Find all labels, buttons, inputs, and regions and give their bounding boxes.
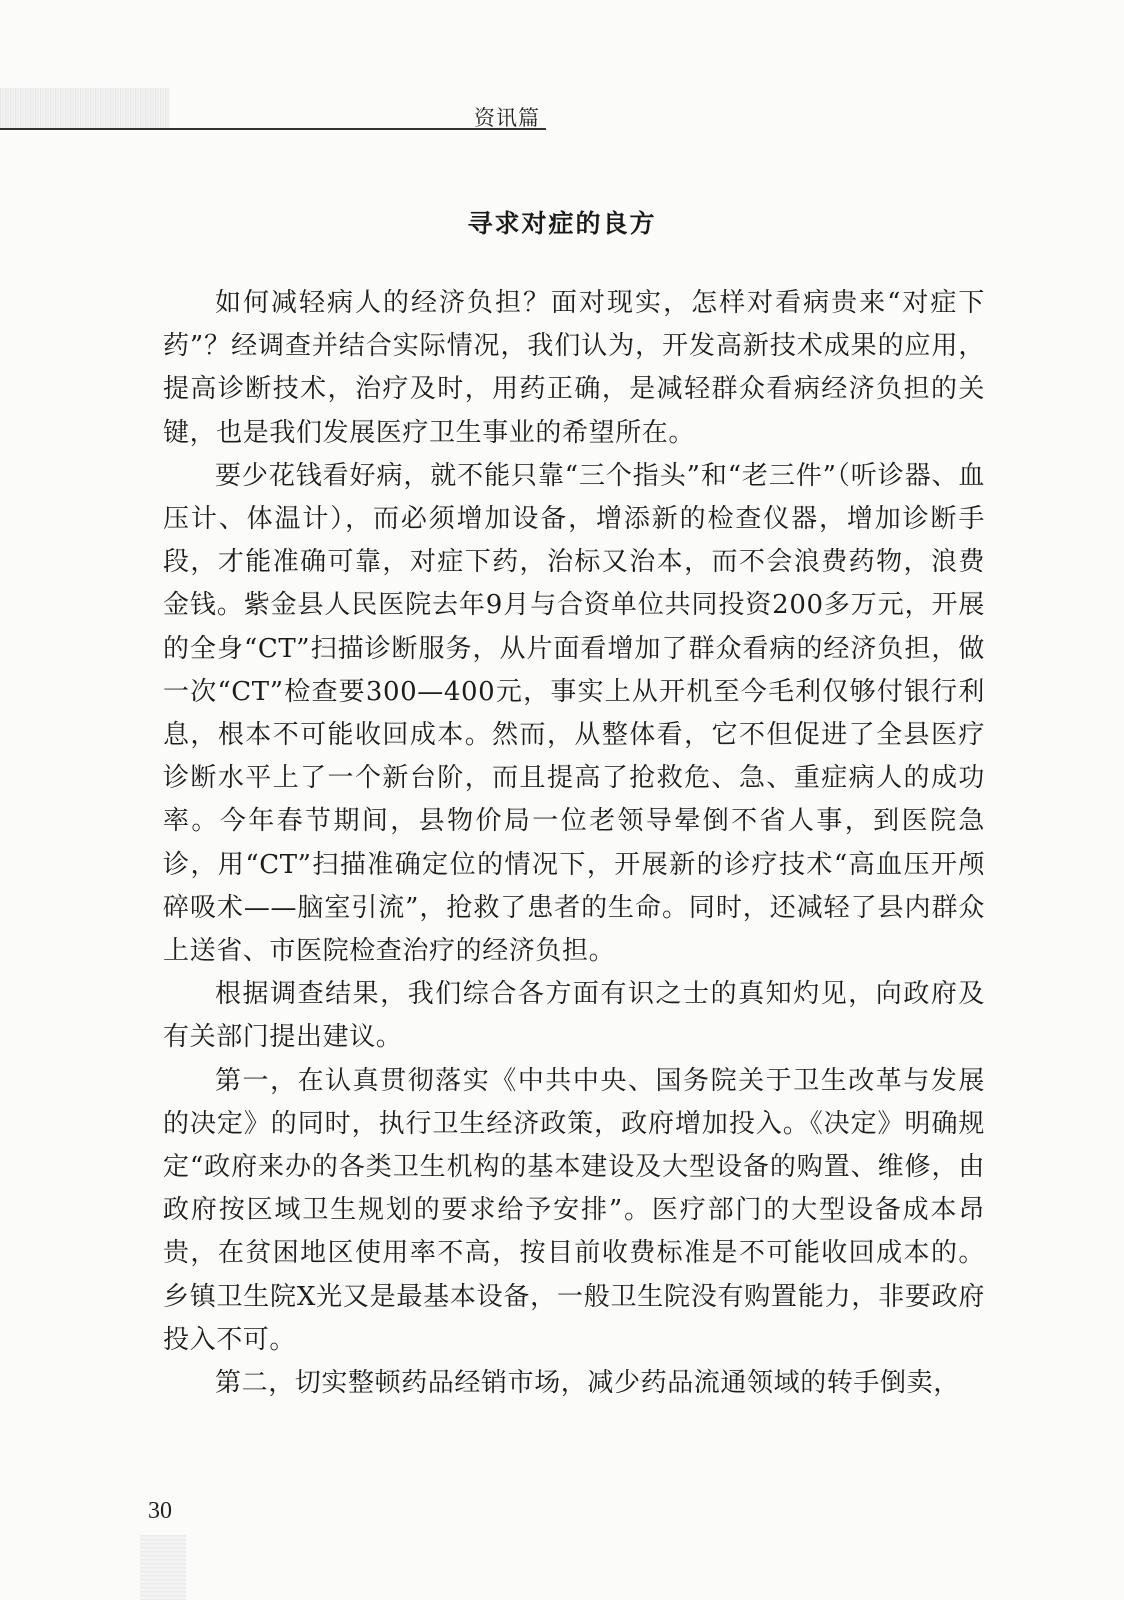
article-title: 寻求对症的良方 — [467, 209, 657, 238]
paragraph: 第二，切实整顿药品经销市场，减少药品流通领域的转手倒卖， — [215, 1368, 960, 1399]
running-header: 资讯篇 — [474, 106, 540, 130]
article-body — [163, 282, 985, 1405]
paragraph: 要少花钱看好病，就不能只靠“三个指头”和“老三件”（听诊器、血压计、体温计），而必须增加设备，增添新的检查仪器，增加诊断手段，才能准确可靠，对症下药，治标又治本，而不会浪费药物，浪费金钱。紫金县人民医院去年9月与合资单位共同投资200多万元，开展的全身“CT”扫描诊断服务，从片面看增加了群众看病的经济负担，做一次“CT”检查要300—400元，事实上从开机至今毛利仅够付银行利息，根本不可能收回成本。然而，从整体看，它不但促进了全县医疗诊断水平上了一个新台阶，而且提高了抢救危、急、重症病人的成功率。今年春节期间，县物价局一位老领导晕倒不省人事，到医院急诊，用“CT”扫描准确定位的情况下，开展新的诊疗技术“高血压开颅碎吸术——脑室引流”，抢救了患者的生命。同时，还减轻了县内群众上送省、市医院检查治疗的经济负担。 — [163, 460, 985, 967]
paragraph: 如何减轻病人的经济负担？面对现实，怎样对看病贵来“对症下药”？经调查并结合实际情况，我们认为，开发高新技术成果的应用，提高诊断技术，治疗及时，用药正确，是减轻群众看病经济负担的关键，也是我们发展医疗卫生事业的希望所在。 — [163, 288, 985, 448]
page-number: 30 — [148, 1498, 172, 1524]
paragraph: 根据调查结果，我们综合各方面有识之士的真知灼见，向政府及有关部门提出建议。 — [163, 979, 985, 1053]
scan-artifact — [140, 1535, 186, 1600]
paragraph: 第一，在认真贯彻落实《中共中央、国务院关于卫生改革与发展的决定》的同时，执行卫生经济政策，政府增加投入。《决定》明确规定“政府来办的各类卫生机构的基本建设及大型设备的购置、维修，由政府按区域卫生规划的要求给予安排”。医疗部门的大型设备成本昂贵，在贫困地区使用率不高，按目前收费标准是不可能收回成本的。乡镇卫生院X光又是最基本设备，一般卫生院没有购置能力，非要政府投入不可。 — [163, 1065, 985, 1355]
header-rule — [0, 128, 546, 130]
